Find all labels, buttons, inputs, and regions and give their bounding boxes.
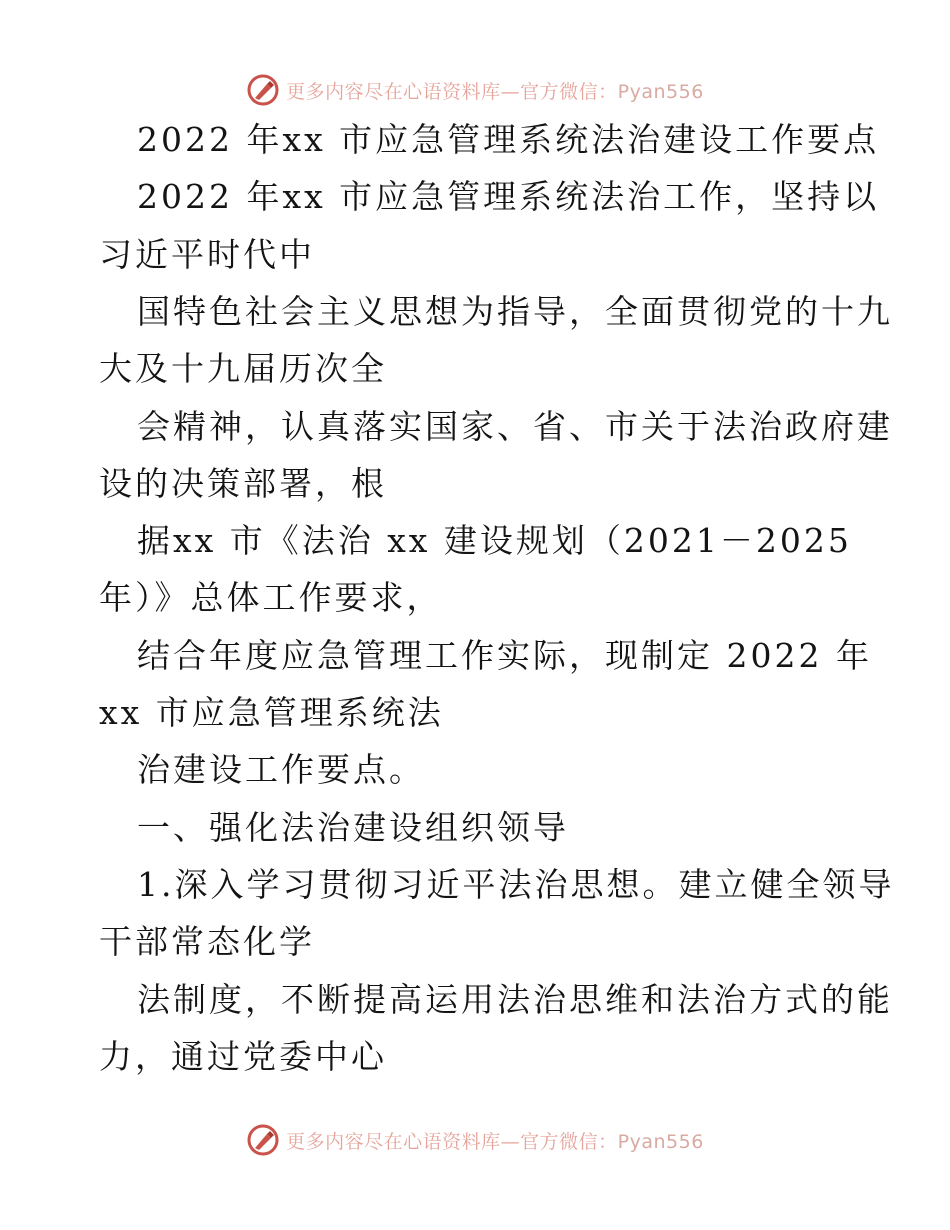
text-line: 法制度，不断提高运用法治思维和法治方式的能 — [137, 980, 893, 1019]
text-line: 1.深入学习贯彻习近平法治思想。建立健全领导 — [137, 865, 895, 904]
text-line: 大及十九届历次全 — [99, 349, 387, 388]
text-line: 治建设工作要点。 — [137, 750, 425, 789]
header-watermark — [0, 70, 950, 110]
pen-nib-circle-icon — [246, 1123, 280, 1157]
text-line: 年）》总体工作要求， — [99, 578, 443, 617]
text-line: 会精神，认真落实国家、省、市关于法治政府建 — [137, 407, 893, 446]
text-line: xx 市应急管理系统法 — [99, 693, 444, 732]
text-line: 结合年度应急管理工作实际，现制定 2022 年 — [137, 636, 872, 675]
footer-watermark — [0, 1120, 950, 1160]
pen-nib-circle-icon — [246, 73, 280, 107]
text-line: 习近平时代中 — [99, 235, 315, 274]
text-line: 力，通过党委中心 — [99, 1037, 387, 1076]
text-line: 国特色社会主义思想为指导，全面贯彻党的十九 — [137, 292, 893, 331]
watermark-text: 更多内容尽在心语资料库—官方微信：Pyan556 — [286, 1130, 704, 1153]
text-line: 据xx 市《法治 xx 建设规划（2021－2025 — [137, 521, 852, 560]
text-line: 一、强化法治建设组织领导 — [137, 808, 569, 847]
text-line: 设的决策部署，根 — [99, 464, 387, 503]
text-line: 干部常态化学 — [99, 922, 315, 961]
watermark-text: 更多内容尽在心语资料库—官方微信：Pyan556 — [286, 80, 704, 103]
text-line: 2022 年xx 市应急管理系统法治工作，坚持以 — [137, 177, 880, 216]
text-line: 2022 年xx 市应急管理系统法治建设工作要点 — [137, 120, 880, 159]
